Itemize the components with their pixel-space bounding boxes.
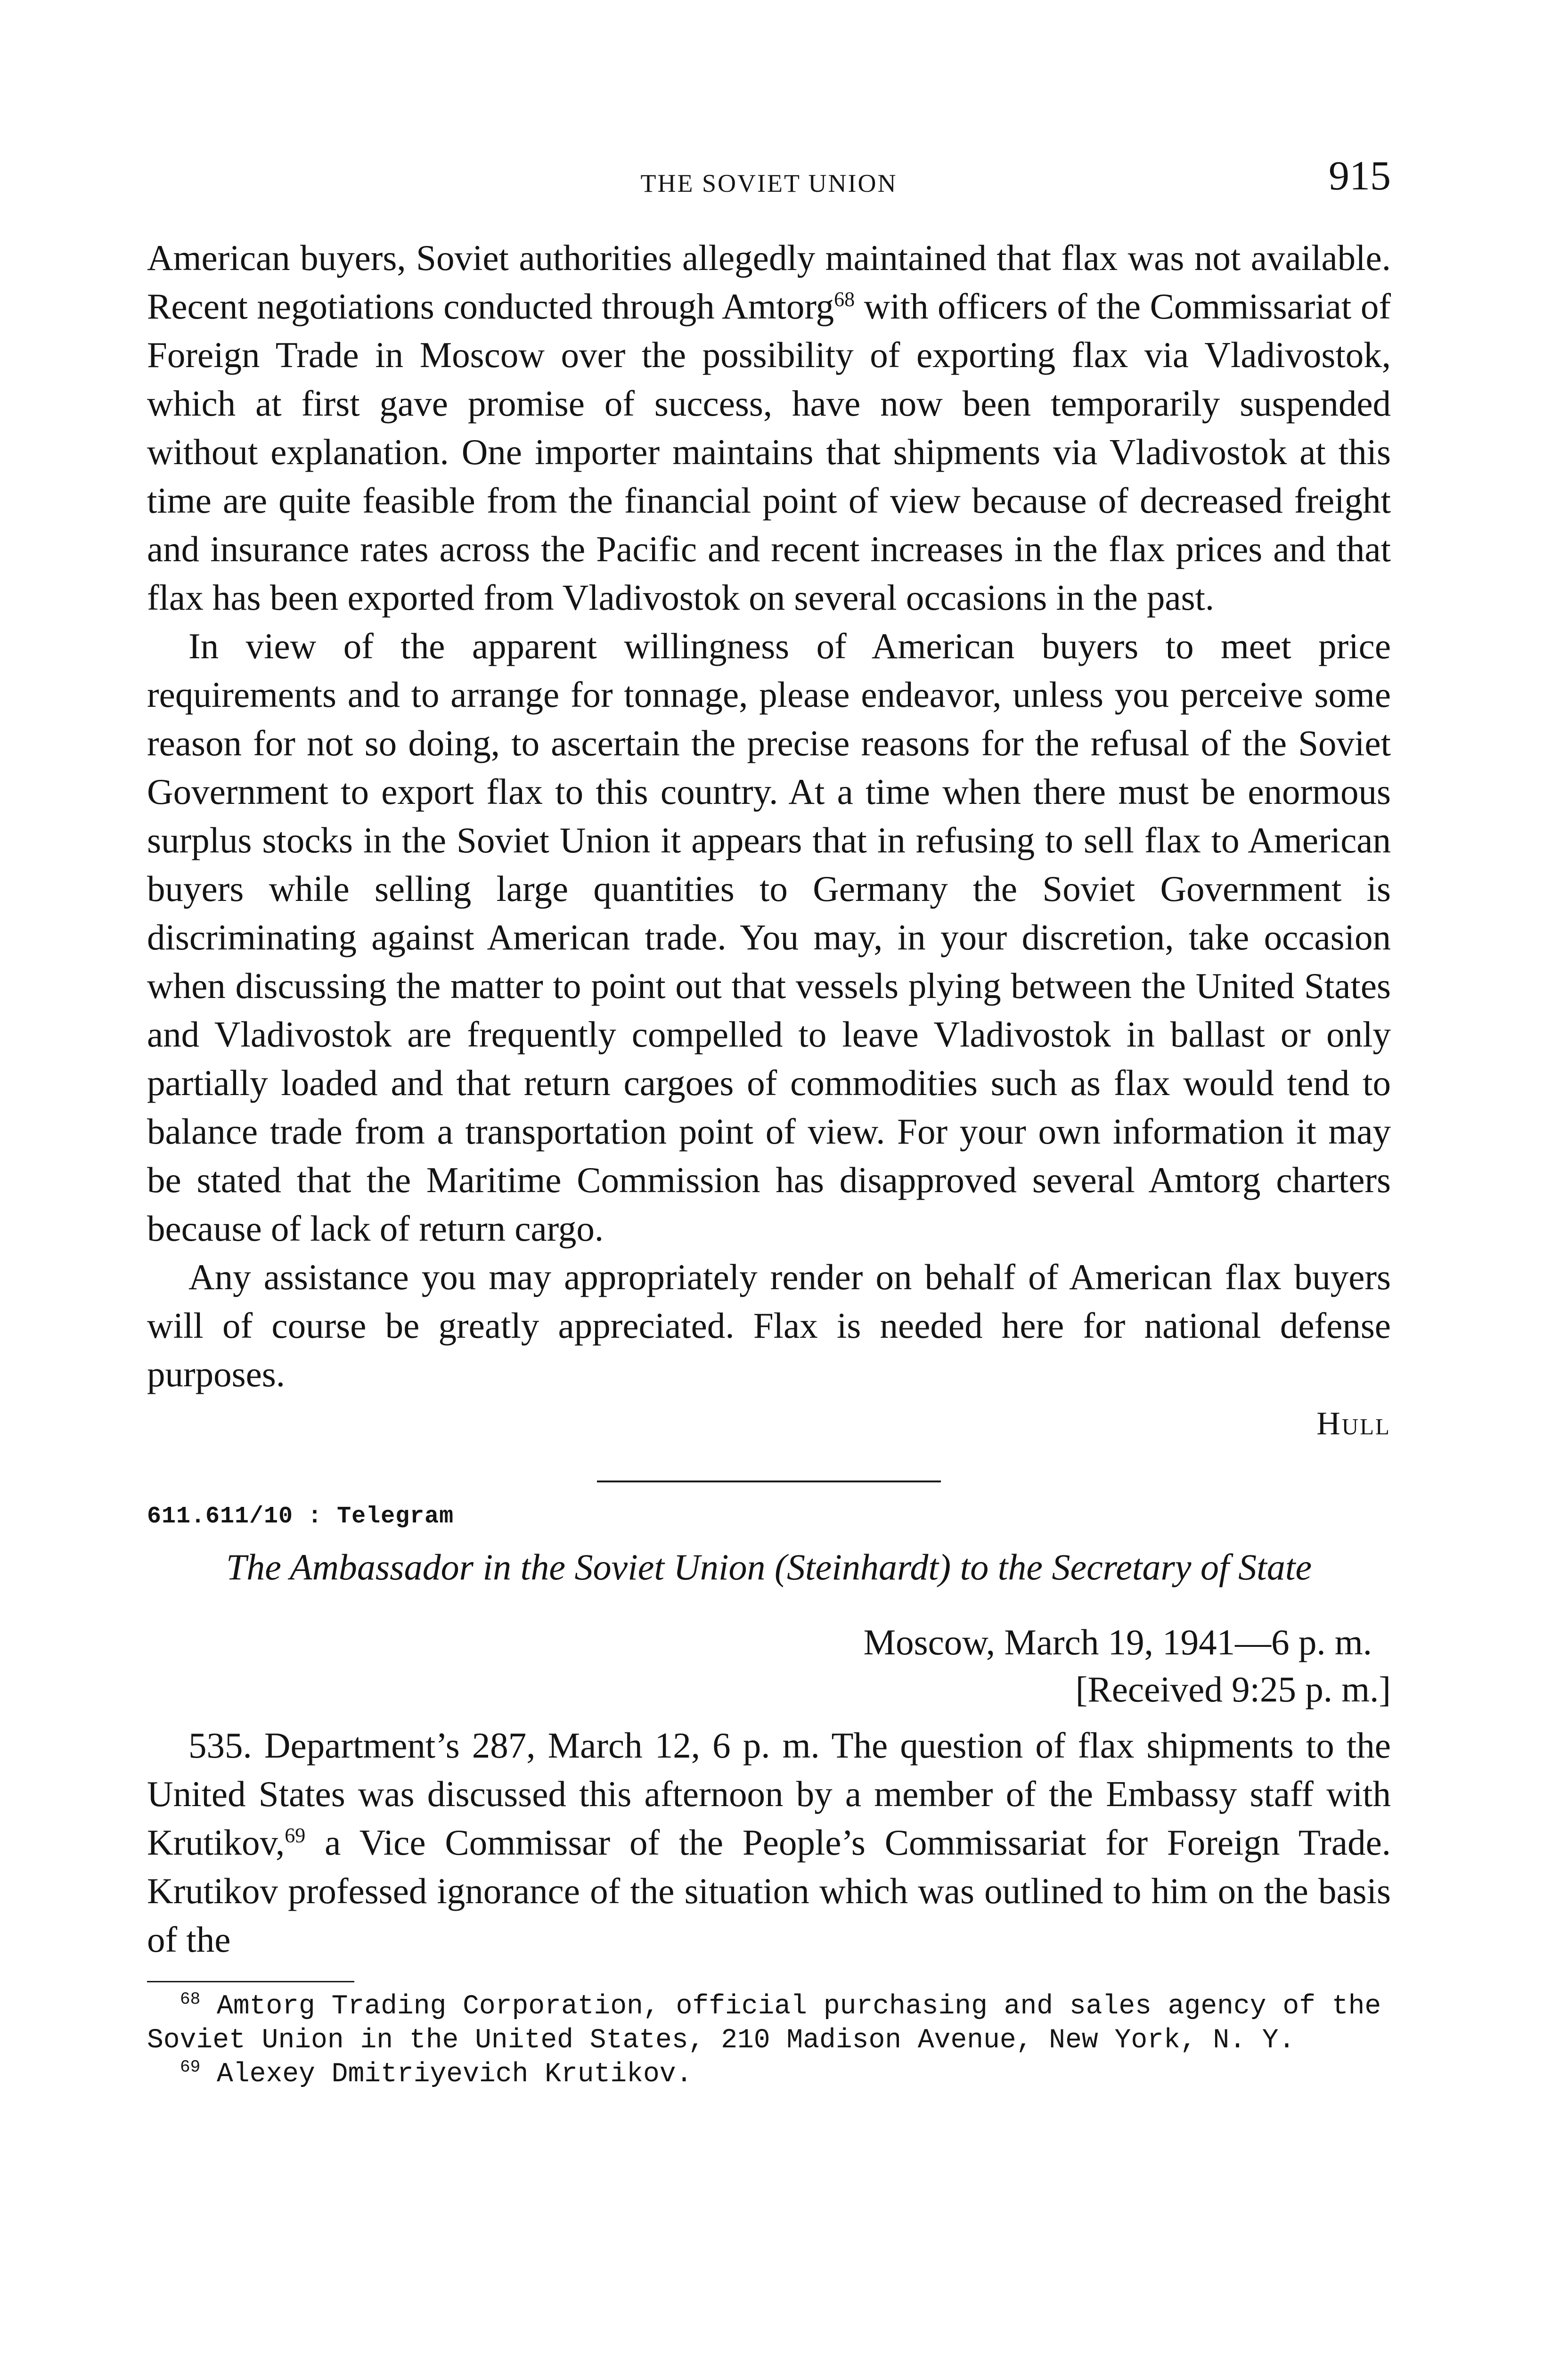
paragraph-text: 535. Department’s 287, March 12, 6 p. m. The question of flax shipments to the United States was discussed this afternoon by a member of the Embassy staff with Krutikov, <box>147 1725 1391 1863</box>
paragraph-text: a Vice Commissar of the People’s Commissariat for Foreign Trade. Krutikov professed ignorance of the situation which was outlined to him on the basis of the <box>147 1822 1391 1960</box>
paragraph <box>147 1721 1391 1964</box>
page-number: 915 <box>1329 153 1391 199</box>
running-title: THE SOVIET UNION <box>640 169 898 197</box>
file-number: 611.611/10 : Telegram <box>147 1503 454 1530</box>
footnote-ref-69: 69 <box>285 1824 306 1847</box>
footnote-rule <box>147 1981 354 1982</box>
paragraph-text: American buyers, Soviet authorities allegedly maintained that flax was not available. Recent negotiations conducted through Amtorg <box>147 237 1391 327</box>
dateline: Moscow, March 19, 1941—6 p. m. <box>863 1622 1372 1662</box>
running-head <box>147 155 1391 207</box>
footnote-ref-68: 68 <box>834 287 855 311</box>
document-heading: The Ambassador in the Soviet Union (Steinhardt) to the Secretary of State <box>226 1546 1312 1587</box>
signature: Hull <box>1316 1406 1391 1442</box>
paragraph: Any assistance you may appropriately render on behalf of American flax buyers will of course be greatly appreciated. Flax is needed here for national defense purposes. <box>147 1257 1391 1394</box>
paragraph-text: with officers of the Commissariat of Foreign Trade in Moscow over the possibility of exporting flax via Vladivostok, which at first gave promise of success, have now been temporarily suspended without explanation. One importer maintains that shipments via Vladivostok at this time are quite feasible from the financial point of view because of decreased freight and insurance rates across the Pacific and recent increases in the flax prices and that flax has been exported from Vladivostok on several occasions in the past. <box>147 286 1391 618</box>
section-divider <box>597 1481 941 1482</box>
footnote-text: Amtorg Trading Corporation, official purchasing and sales agency of the Soviet Union in the United States, 210 Madison Avenue, New York, N. Y. <box>147 1991 1381 2056</box>
footnote-mark: 69 <box>180 2057 201 2077</box>
paragraph: In view of the apparent willingness of American buyers to meet price requirements and to arrange for tonnage, please endeavor, unless you perceive some reason for not so doing, to ascertain the precise reasons for the refusal of the Soviet Government to export flax to this country. At a time when there must be enormous surplus stocks in the Soviet Union it appears that in refusing to sell flax to American buyers while selling large quantities to Germany the Soviet Government is discriminating against American trade. You may, in your discretion, take occasion when discussing the matter to point out that vessels plying between the United States and Vladivostok are frequently compelled to leave Vladivostok in ballast or only partially loaded and that return cargoes of commodities such as flax would tend to balance trade from a transportation point of view. For your own information it may be stated that the Maritime Commission has disapproved several Amtorg charters because of lack of return cargo. <box>147 626 1391 1249</box>
footnote-69 <box>147 2058 1391 2092</box>
paragraph-continued <box>147 234 1391 622</box>
page-content <box>147 155 1391 2092</box>
received-note: [Received 9:25 p. m.] <box>1075 1669 1391 1710</box>
footnote-68 <box>147 1990 1391 2058</box>
footnote-mark: 68 <box>180 1989 201 2009</box>
footnote-text: Alexey Dmitriyevich Krutikov. <box>200 2059 693 2090</box>
